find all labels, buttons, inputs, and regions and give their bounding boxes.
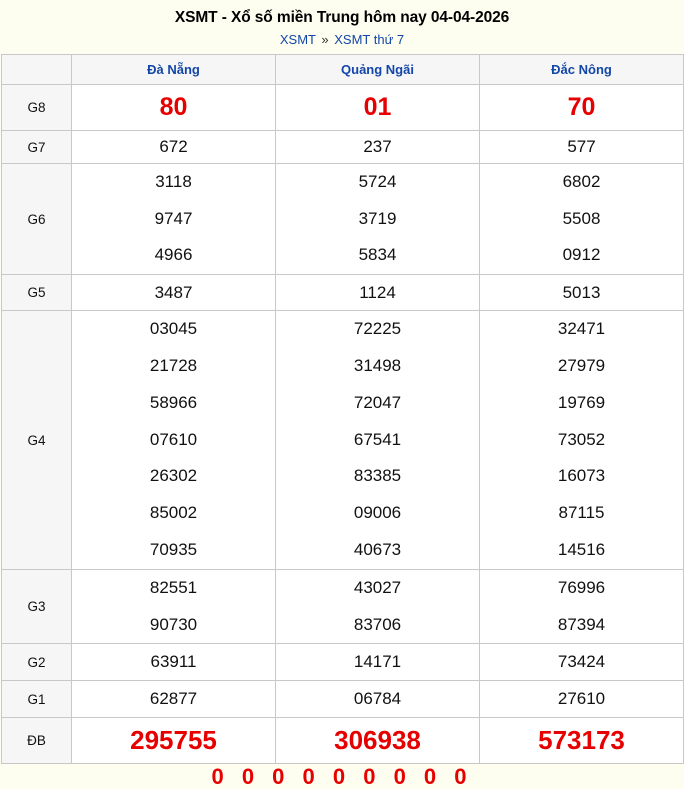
prize-number: 58966 <box>149 392 198 412</box>
prize-values-cell <box>276 681 480 718</box>
prize-values-cell <box>72 131 276 164</box>
table-header-row <box>2 55 684 85</box>
prize-number: 85002 <box>149 503 198 523</box>
prize-number: 06784 <box>353 689 402 708</box>
prize-number: 27610 <box>557 689 606 708</box>
prize-values-cell <box>480 275 684 311</box>
prize-number: 5013 <box>562 282 601 302</box>
prize-number: 87115 <box>558 503 605 523</box>
prize-number: 0912 <box>562 245 601 265</box>
prize-number: 5834 <box>358 245 397 265</box>
prize-number: 3118 <box>155 172 192 192</box>
prize-number: 14516 <box>557 539 606 559</box>
table-row <box>2 85 684 131</box>
prize-values-cell <box>72 570 276 644</box>
prize-number: 80 <box>159 92 188 121</box>
prize-number: 6802 <box>562 172 601 192</box>
results-table-body <box>2 85 684 764</box>
prize-values-cell <box>276 164 480 275</box>
prize-number: 73424 <box>557 652 606 671</box>
prize-number: 72047 <box>353 392 402 412</box>
page-header <box>0 0 684 47</box>
prize-number: 14171 <box>353 652 402 671</box>
prize-number: 16073 <box>557 466 606 486</box>
table-row <box>2 164 684 275</box>
prize-number: 21728 <box>149 356 198 375</box>
prize-values-cell <box>72 644 276 681</box>
table-row <box>2 311 684 570</box>
prize-values-cell <box>480 644 684 681</box>
column-header-province-2 <box>276 55 480 85</box>
breadcrumb-link-root[interactable]: XSMT <box>279 32 316 47</box>
province-link-3[interactable]: Đắc Nông <box>551 62 612 77</box>
prize-values-cell <box>276 718 480 764</box>
table-row <box>2 275 684 311</box>
prize-label: G8 <box>2 85 72 131</box>
table-corner-cell <box>2 55 72 85</box>
prize-number: 07610 <box>149 429 198 449</box>
prize-number: 82551 <box>149 578 198 597</box>
prize-values-cell <box>480 164 684 275</box>
prize-number: 87394 <box>557 614 606 634</box>
prize-number: 03045 <box>149 319 198 339</box>
prize-values-cell <box>276 131 480 164</box>
column-header-province-1 <box>72 55 276 85</box>
prize-number: 67541 <box>353 429 402 449</box>
prize-values-cell <box>276 311 480 570</box>
page-title: XSMT - Xổ số miền Trung hôm nay 04-04-2026 <box>174 9 510 26</box>
prize-values-cell <box>276 85 480 131</box>
prize-number: 63911 <box>150 652 197 671</box>
prize-values-cell <box>276 275 480 311</box>
prize-number: 4966 <box>154 245 193 265</box>
results-table-head <box>2 55 684 85</box>
prize-label: G7 <box>2 131 72 164</box>
prize-number: 295755 <box>130 725 217 755</box>
prize-label: G3 <box>2 570 72 644</box>
results-table <box>1 54 684 764</box>
breadcrumb <box>0 32 684 47</box>
prize-number: 83706 <box>353 614 402 634</box>
prize-label: G1 <box>2 681 72 718</box>
prize-number: 573173 <box>538 725 625 755</box>
prize-values-cell <box>72 85 276 131</box>
prize-values-cell <box>480 570 684 644</box>
column-header-province-3 <box>480 55 684 85</box>
prize-values-cell <box>72 718 276 764</box>
prize-values-cell <box>480 681 684 718</box>
breadcrumb-separator: » <box>321 32 329 47</box>
prize-number: 09006 <box>353 503 402 523</box>
prize-label: G2 <box>2 644 72 681</box>
table-row <box>2 644 684 681</box>
prize-label: G4 <box>2 311 72 570</box>
prize-number: 27979 <box>557 356 606 375</box>
table-row <box>2 718 684 764</box>
table-row <box>2 681 684 718</box>
prize-number: 43027 <box>353 578 402 597</box>
prize-number: 73052 <box>557 429 606 449</box>
prize-values-cell <box>72 681 276 718</box>
province-link-2[interactable]: Quảng Ngãi <box>341 62 414 77</box>
table-row <box>2 131 684 164</box>
prize-values-cell <box>72 311 276 570</box>
prize-number: 40673 <box>353 539 402 559</box>
prize-number: 672 <box>159 137 188 156</box>
prize-values-cell <box>480 311 684 570</box>
prize-number: 70935 <box>149 539 198 559</box>
prize-values-cell <box>480 131 684 164</box>
prize-number: 62877 <box>149 689 198 708</box>
prize-values-cell <box>480 85 684 131</box>
table-row <box>2 570 684 644</box>
prize-number: 306938 <box>334 725 421 755</box>
prize-number: 31498 <box>353 356 402 375</box>
prize-values-cell <box>72 164 276 275</box>
prize-number: 26302 <box>149 466 198 486</box>
prize-values-cell <box>276 570 480 644</box>
breadcrumb-link-current[interactable]: XSMT thứ 7 <box>334 32 405 47</box>
prize-number: 9747 <box>154 208 193 228</box>
prize-label: G5 <box>2 275 72 311</box>
province-link-1[interactable]: Đà Nẵng <box>147 62 200 77</box>
prize-number: 01 <box>363 92 392 121</box>
prize-number: 83385 <box>353 466 402 486</box>
prize-label: G6 <box>2 164 72 275</box>
prize-number: 1124 <box>359 282 396 302</box>
prize-number: 3719 <box>358 208 397 228</box>
prize-number: 72225 <box>353 319 402 339</box>
prize-number: 76996 <box>557 578 606 597</box>
prize-label: ĐB <box>2 718 72 764</box>
prize-number: 3487 <box>154 282 193 302</box>
prize-values-cell <box>480 718 684 764</box>
prize-number: 90730 <box>149 614 198 634</box>
prize-number: 70 <box>567 92 596 121</box>
prize-number: 19769 <box>557 392 606 412</box>
footer-partial-row: 0 0 0 0 0 0 0 0 0 <box>211 764 473 789</box>
prize-number: 5724 <box>358 172 397 192</box>
prize-number: 5508 <box>562 208 601 228</box>
prize-number: 32471 <box>557 319 606 339</box>
prize-values-cell <box>276 644 480 681</box>
prize-values-cell <box>72 275 276 311</box>
prize-number: 577 <box>567 137 596 156</box>
prize-number: 237 <box>363 137 392 156</box>
